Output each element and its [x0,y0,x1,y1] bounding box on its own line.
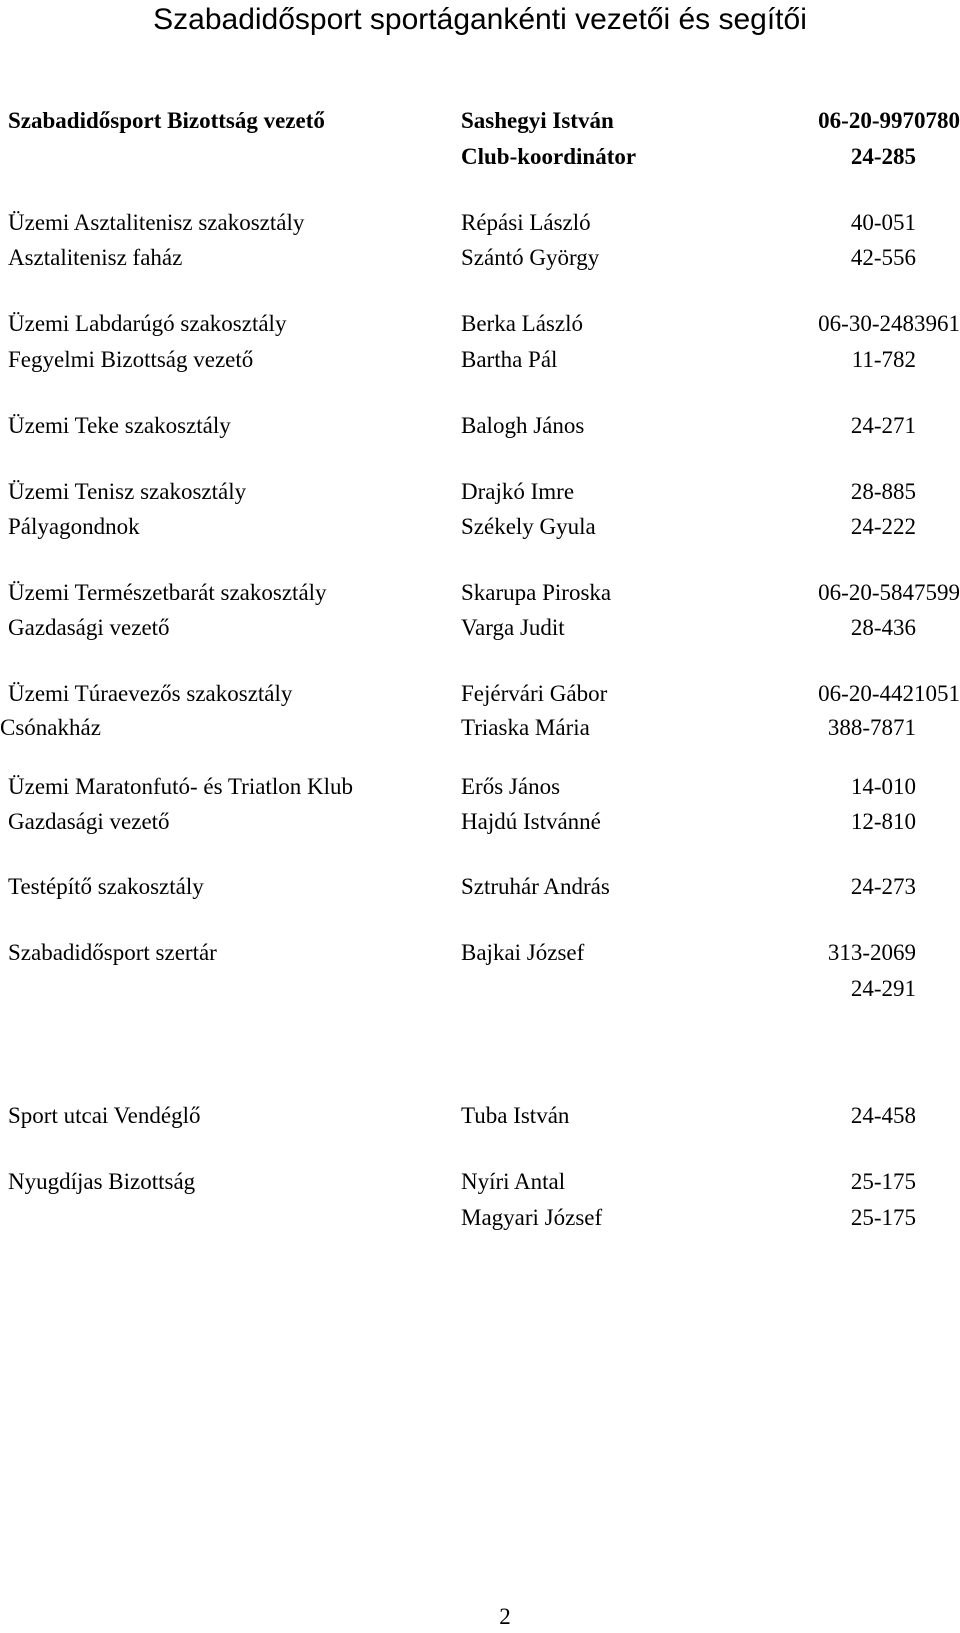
contact-row [0,711,960,745]
person-name: Balogh János [461,413,585,438]
person-name: Bartha Pál [461,347,558,372]
page-number: 2 [499,1604,511,1629]
contact-row [0,206,960,240]
person-name: Bajkai József [461,940,585,965]
role-label: Testépítő szakosztály [8,874,204,899]
role-label: Szabadidősport Bizottság vezető [8,108,325,133]
phone-number: 24-222 [850,514,916,539]
person-name: Székely Gyula [461,514,596,539]
person-name: Sztruhár András [461,874,610,899]
phone-number: 28-885 [850,479,916,504]
contact-row [0,770,960,804]
phone-number: 06-20-4421051 [818,681,960,706]
phone-number: 24-271 [850,413,916,438]
phone-number: 14-010 [850,774,916,799]
contact-row [0,1099,960,1133]
person-name: Hajdú Istvánné [461,809,601,834]
contact-row [0,576,960,610]
role-label: Gazdasági vezető [8,809,170,834]
phone-number: 40-051 [850,210,916,235]
phone-number: 06-20-5847599 [818,580,960,605]
role-label: Üzemi Túraevezős szakosztály [8,681,293,706]
person-name: Berka László [461,311,583,336]
phone-number: 06-20-9970780 [818,108,960,133]
phone-number: 12-810 [850,809,916,834]
person-name: Club-koordinátor [461,144,637,169]
contact-row [0,510,960,544]
person-name: Skarupa Piroska [461,580,612,605]
phone-number: 25-175 [850,1169,916,1194]
person-name: Szántó György [461,245,600,270]
contact-row [0,611,960,645]
contact-row [0,140,960,174]
role-label: Csónakház [0,715,101,740]
person-name: Triaska Mária [461,715,590,740]
person-name: Drajkó Imre [461,479,575,504]
phone-number: 24-458 [850,1103,916,1128]
contact-row [0,307,960,341]
role-label: Üzemi Tenisz szakosztály [8,479,247,504]
phone-number: 06-30-2483961 [818,311,960,336]
phone-number: 313-2069 [827,940,916,965]
phone-number: 388-7871 [827,715,916,740]
role-label: Asztalitenisz faház [8,245,183,270]
contact-row [0,475,960,509]
contact-row [0,936,960,970]
person-name: Erős János [461,774,561,799]
role-label: Pályagondnok [8,514,140,539]
role-label: Üzemi Teke szakosztály [8,413,231,438]
person-name: Tuba István [461,1103,570,1128]
role-label: Gazdasági vezető [8,615,170,640]
phone-number: 24-273 [850,874,916,899]
role-label: Üzemi Természetbarát szakosztály [8,580,327,605]
person-name: Varga Judit [461,615,565,640]
role-label: Fegyelmi Bizottság vezető [8,347,254,372]
role-label: Üzemi Asztalitenisz szakosztály [8,210,305,235]
phone-number: 24-291 [850,976,916,1001]
contact-row [0,870,960,904]
phone-number: 25-175 [850,1205,916,1230]
page-title: Szabadidősport sportágankénti vezetői és segítői [153,3,807,36]
role-label: Nyugdíjas Bizottság [8,1169,196,1194]
person-name: Répási László [461,210,591,235]
contact-row [0,104,960,138]
phone-number: 11-782 [851,347,916,372]
role-label: Szabadidősport szertár [8,940,217,965]
contact-row [0,805,960,839]
contact-row [0,1165,960,1199]
contact-row [0,972,960,1006]
role-label: Üzemi Labdarúgó szakosztály [8,311,287,336]
contact-row [0,343,960,377]
phone-number: 42-556 [850,245,916,270]
phone-number: 24-285 [850,144,916,169]
person-name: Fejérvári Gábor [461,681,608,706]
person-name: Nyíri Antal [461,1169,566,1194]
person-name: Sashegyi István [461,108,614,133]
role-label: Üzemi Maratonfutó- és Triatlon Klub [8,774,353,799]
phone-number: 28-436 [850,615,916,640]
contact-row [0,677,960,711]
contact-row [0,1201,960,1235]
person-name: Magyari József [461,1205,603,1230]
role-label: Sport utcai Vendéglő [8,1103,201,1128]
contact-row [0,409,960,443]
contact-row [0,241,960,275]
